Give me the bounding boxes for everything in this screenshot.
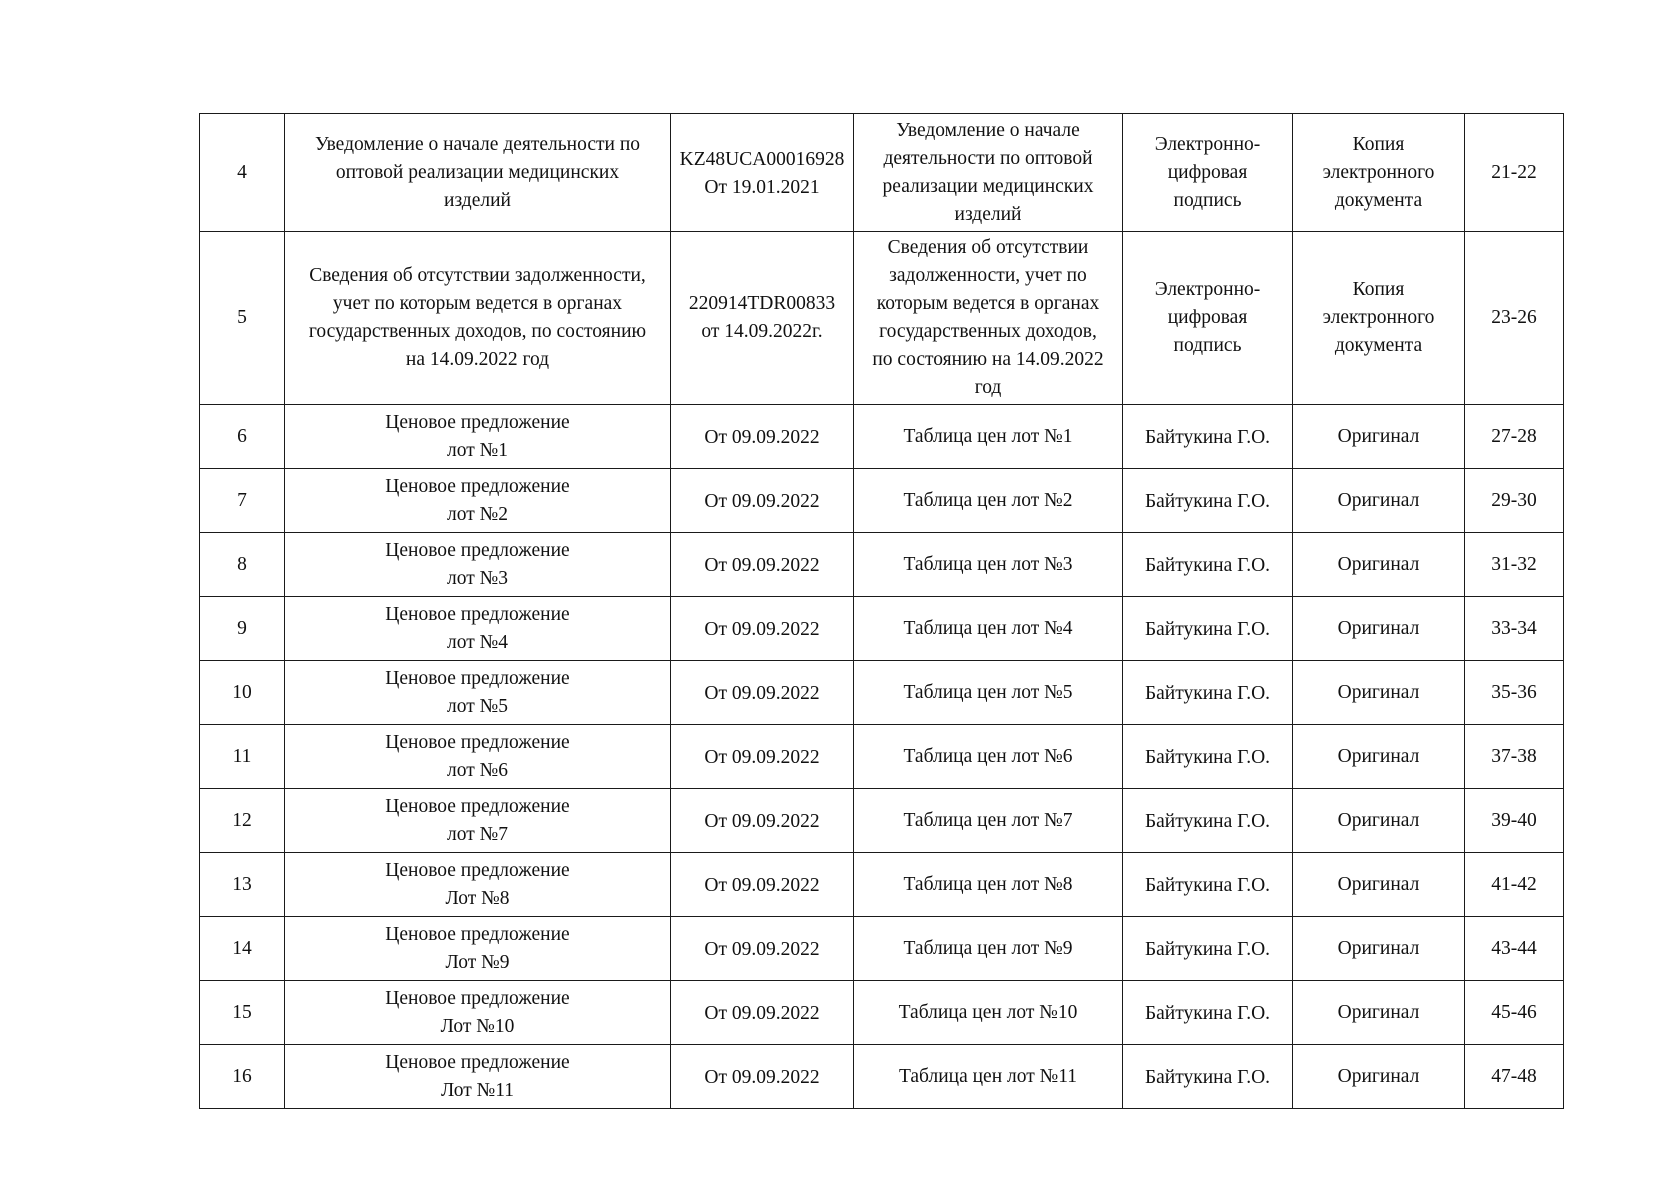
row-number-cell: 12 — [200, 789, 285, 853]
pages-cell: 21-22 — [1465, 114, 1564, 232]
row-number-cell: 11 — [200, 725, 285, 789]
document-description-cell: Таблица цен лот №3 — [854, 533, 1123, 597]
document-name-cell: Ценовое предложение Лот №10 — [285, 981, 671, 1045]
signed-by-text: Байтукина Г.О. — [1144, 746, 1271, 768]
document-description-cell: Таблица цен лот №9 — [854, 917, 1123, 981]
table-body — [200, 114, 1564, 1109]
signed-by-text: Байтукина Г.О. — [1144, 874, 1271, 896]
document-description-cell: Таблица цен лот №11 — [854, 1045, 1123, 1109]
pages-cell: 29-30 — [1465, 469, 1564, 533]
pages-cell: 41-42 — [1465, 853, 1564, 917]
document-number-text: KZ48UCA00016928 От 19.01.2021 — [679, 148, 845, 198]
document-number-cell: 220914TDR00833 от 14.09.2022г. — [671, 232, 854, 405]
row-number-cell: 16 — [200, 1045, 285, 1109]
pages-cell: 39-40 — [1465, 789, 1564, 853]
row-number-cell: 13 — [200, 853, 285, 917]
document-description-cell: Таблица цен лот №5 — [854, 661, 1123, 725]
signed-by-cell — [1123, 981, 1293, 1045]
document-number-cell — [671, 725, 854, 789]
row-number-cell: 4 — [200, 114, 285, 232]
signed-by-text: Байтукина Г.О. — [1144, 1002, 1271, 1024]
signed-by-text: Байтукина Г.О. — [1144, 1066, 1271, 1088]
document-form-cell: Оригинал — [1293, 661, 1465, 725]
document-number-text: От 09.09.2022 — [704, 426, 820, 448]
pages-cell: 47-48 — [1465, 1045, 1564, 1109]
pages-cell: 23-26 — [1465, 232, 1564, 405]
signed-by-cell — [1123, 661, 1293, 725]
signed-by-cell — [1123, 597, 1293, 661]
document-name-cell: Сведения об отсутствии задолженности, учет по которым ведется в органах государственных доходов, по состоянию на 14.09.2022 год — [285, 232, 671, 405]
row-number-cell: 14 — [200, 917, 285, 981]
document-name-cell: Ценовое предложение лот №3 — [285, 533, 671, 597]
document-number-cell — [671, 853, 854, 917]
signed-by-cell — [1123, 853, 1293, 917]
document-description-cell: Таблица цен лот №2 — [854, 469, 1123, 533]
document-number-text: От 09.09.2022 — [704, 746, 820, 768]
document-form-cell: Оригинал — [1293, 1045, 1465, 1109]
document-form-cell: Оригинал — [1293, 469, 1465, 533]
document-form-cell: Оригинал — [1293, 725, 1465, 789]
document-description-cell: Таблица цен лот №6 — [854, 725, 1123, 789]
row-number-cell: 10 — [200, 661, 285, 725]
table-row — [200, 853, 1564, 917]
signed-by-cell: Электронно- цифровая подпись — [1123, 232, 1293, 405]
table-row — [200, 917, 1564, 981]
document-name-cell: Ценовое предложение лот №4 — [285, 597, 671, 661]
table-row — [200, 469, 1564, 533]
document-name-cell: Ценовое предложение лот №7 — [285, 789, 671, 853]
signed-by-cell — [1123, 789, 1293, 853]
table-row — [200, 725, 1564, 789]
table-row — [200, 597, 1564, 661]
pages-cell: 27-28 — [1465, 405, 1564, 469]
document-number-cell — [671, 405, 854, 469]
pages-cell: 43-44 — [1465, 917, 1564, 981]
document-form-cell: Оригинал — [1293, 597, 1465, 661]
document-number-cell — [671, 533, 854, 597]
pages-cell: 37-38 — [1465, 725, 1564, 789]
document-name-cell: Ценовое предложение лот №1 — [285, 405, 671, 469]
document-name-cell: Ценовое предложение Лот №8 — [285, 853, 671, 917]
document-name-cell: Ценовое предложение Лот №11 — [285, 1045, 671, 1109]
document-number-cell — [671, 114, 854, 232]
document-name-cell: Уведомление о начале деятельности по оптовой реализации медицинских изделий — [285, 114, 671, 232]
signed-by-text: Байтукина Г.О. — [1144, 682, 1271, 704]
pages-cell: 33-34 — [1465, 597, 1564, 661]
signed-by-cell — [1123, 405, 1293, 469]
row-number-cell: 15 — [200, 981, 285, 1045]
document-form-cell: Оригинал — [1293, 789, 1465, 853]
table-row — [200, 533, 1564, 597]
document-description-cell: Таблица цен лот №7 — [854, 789, 1123, 853]
document-form-cell: Оригинал — [1293, 917, 1465, 981]
document-number-text: От 09.09.2022 — [704, 810, 820, 832]
table-row — [200, 789, 1564, 853]
row-number-cell: 9 — [200, 597, 285, 661]
document-number-cell — [671, 597, 854, 661]
document-number-cell — [671, 981, 854, 1045]
document-description-cell: Таблица цен лот №1 — [854, 405, 1123, 469]
document-number-cell — [671, 1045, 854, 1109]
document-number-text: От 09.09.2022 — [704, 938, 820, 960]
document-name-cell: Ценовое предложение лот №6 — [285, 725, 671, 789]
document-number-text: От 09.09.2022 — [704, 874, 820, 896]
document-number-cell — [671, 469, 854, 533]
signed-by-text: Байтукина Г.О. — [1144, 618, 1271, 640]
pages-cell: 35-36 — [1465, 661, 1564, 725]
document-inventory-table — [199, 113, 1564, 1109]
signed-by-cell — [1123, 917, 1293, 981]
document-description-cell: Таблица цен лот №8 — [854, 853, 1123, 917]
document-form-cell: Копия электронного документа — [1293, 232, 1465, 405]
document-number-text: От 09.09.2022 — [704, 554, 820, 576]
document-number-text: От 09.09.2022 — [704, 618, 820, 640]
signed-by-cell — [1123, 1045, 1293, 1109]
pages-cell: 31-32 — [1465, 533, 1564, 597]
document-number-text: От 09.09.2022 — [704, 1066, 820, 1088]
document-form-cell: Оригинал — [1293, 405, 1465, 469]
table-row — [200, 232, 1564, 405]
document-number-cell — [671, 789, 854, 853]
signed-by-text: Байтукина Г.О. — [1144, 426, 1271, 448]
signed-by-text: Байтукина Г.О. — [1144, 810, 1271, 832]
pages-cell: 45-46 — [1465, 981, 1564, 1045]
document-number-cell — [671, 917, 854, 981]
signed-by-text: Байтукина Г.О. — [1144, 938, 1271, 960]
signed-by-cell — [1123, 469, 1293, 533]
document-description-cell: Таблица цен лот №10 — [854, 981, 1123, 1045]
document-name-cell: Ценовое предложение лот №2 — [285, 469, 671, 533]
row-number-cell: 6 — [200, 405, 285, 469]
signed-by-text: Байтукина Г.О. — [1144, 554, 1271, 576]
document-form-cell: Оригинал — [1293, 533, 1465, 597]
signed-by-cell: Электронно- цифровая подпись — [1123, 114, 1293, 232]
document-form-cell: Оригинал — [1293, 981, 1465, 1045]
document-number-cell — [671, 661, 854, 725]
document-description-cell: Сведения об отсутствии задолженности, учет по которым ведется в органах государственных доходов, по состоянию на 14.09.2022 год — [854, 232, 1123, 405]
document-name-cell: Ценовое предложение Лот №9 — [285, 917, 671, 981]
table-row — [200, 114, 1564, 232]
document-number-text: От 09.09.2022 — [704, 490, 820, 512]
row-number-cell: 5 — [200, 232, 285, 405]
table-row — [200, 1045, 1564, 1109]
document-form-cell: Копия электронного документа — [1293, 114, 1465, 232]
signed-by-cell — [1123, 533, 1293, 597]
row-number-cell: 7 — [200, 469, 285, 533]
row-number-cell: 8 — [200, 533, 285, 597]
document-form-cell: Оригинал — [1293, 853, 1465, 917]
table-row — [200, 981, 1564, 1045]
signed-by-cell — [1123, 725, 1293, 789]
document-name-cell: Ценовое предложение лот №5 — [285, 661, 671, 725]
signed-by-text: Байтукина Г.О. — [1144, 490, 1271, 512]
table-row — [200, 405, 1564, 469]
document-description-cell: Уведомление о начале деятельности по оптовой реализации медицинских изделий — [854, 114, 1123, 232]
document-number-text: От 09.09.2022 — [704, 682, 820, 704]
document-number-text: От 09.09.2022 — [704, 1002, 820, 1024]
document-description-cell: Таблица цен лот №4 — [854, 597, 1123, 661]
table-row — [200, 661, 1564, 725]
